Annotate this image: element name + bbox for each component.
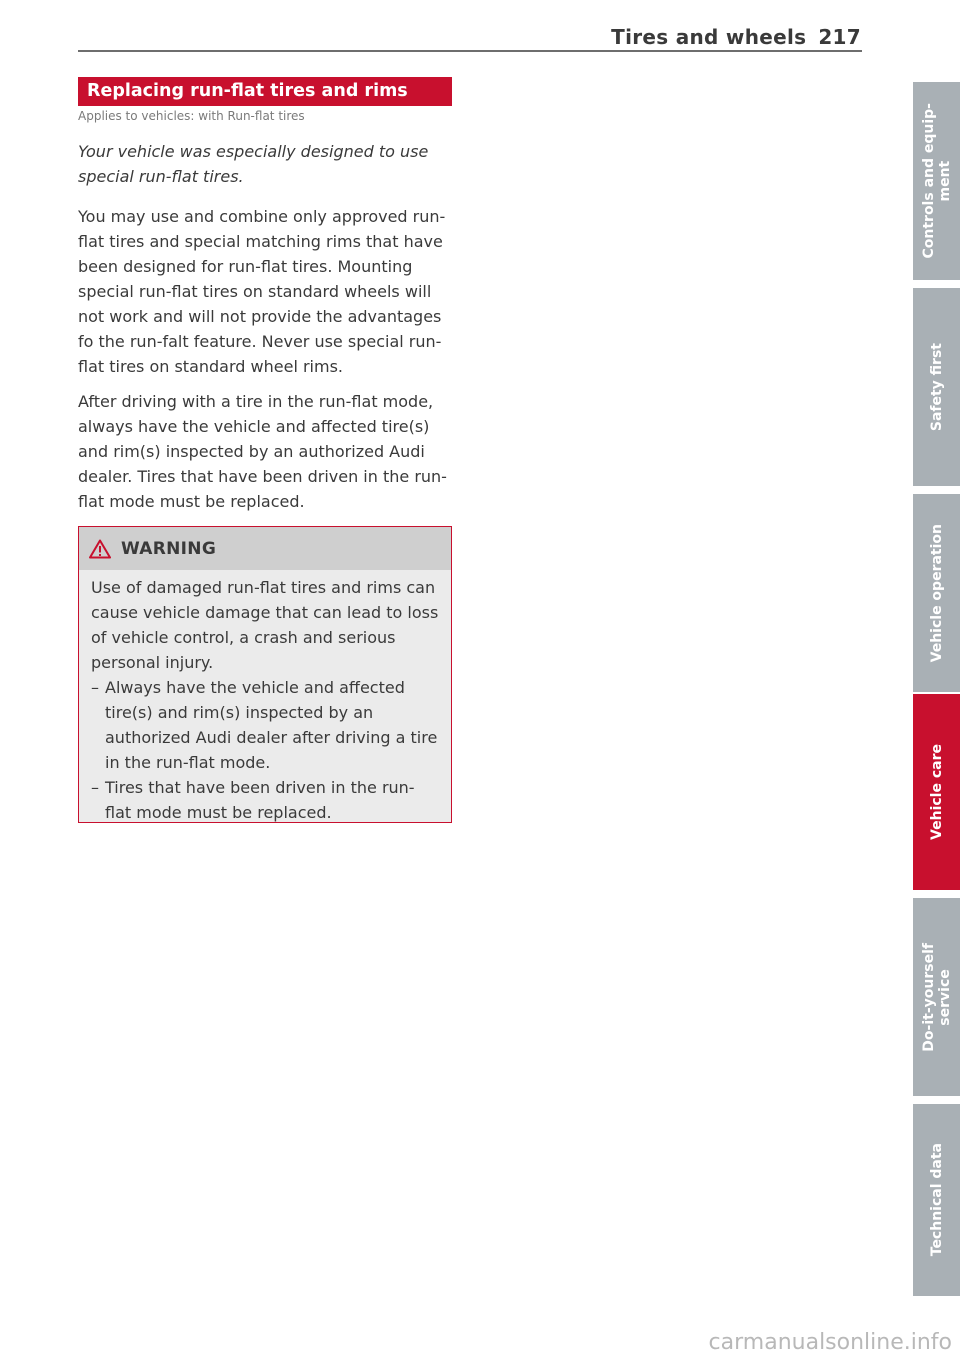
warning-item-text: Tires that have been driven in the run-flat mode must be replaced.: [105, 778, 415, 822]
tab-label: Safety first: [928, 342, 945, 432]
running-head: [611, 25, 861, 49]
tab-label: Controls and equip-: [920, 103, 937, 259]
warning-text: Use of damaged run-flat tires and rims can cause vehicle damage that can lead to loss of vehicle control, a crash and serious personal injury.: [91, 578, 439, 672]
tab-technical-data[interactable]: [913, 1104, 960, 1296]
warning-box: [78, 526, 452, 823]
page-number: 217: [818, 25, 861, 49]
tab-vehicle-operation[interactable]: [913, 494, 960, 692]
tab-safety-first[interactable]: [913, 288, 960, 486]
tab-label: service: [936, 968, 953, 1026]
tab-vehicle-care[interactable]: [913, 694, 960, 890]
watermark: carmanualsonline.info: [708, 1330, 952, 1355]
paragraph-2: After driving with a tire in the run-flat mode, always have the vehicle and affected tire(s) and rim(s) inspected by an authorized Audi dealer. Tires that have been driven in the run-flat mode must be replaced.: [78, 392, 447, 511]
warning-triangle-icon: [89, 539, 111, 559]
section-title: Replacing run-flat tires and rims: [78, 77, 452, 106]
tab-label: Vehicle operation: [928, 523, 945, 663]
list-dash: –: [91, 778, 99, 797]
warning-item-text: Always have the vehicle and affected tire(s) and rim(s) inspected by an authorized Audi dealer after driving a tire in the run-flat mode.: [105, 678, 438, 772]
tab-label: Technical data: [928, 1143, 945, 1257]
tab-label: Do-it-yourself: [920, 942, 937, 1052]
warning-item: [91, 775, 439, 825]
warning-header: [79, 527, 451, 570]
section-name: Tires and wheels: [611, 25, 807, 49]
warning-body: [79, 570, 451, 825]
tab-label: ment: [936, 160, 953, 202]
header-rule: [78, 50, 862, 52]
applies-to: Applies to vehicles: with Run-flat tires: [78, 109, 305, 123]
list-dash: –: [91, 678, 99, 697]
warning-title: WARNING: [121, 538, 217, 559]
tab-do-it-yourself-service[interactable]: [913, 898, 960, 1096]
intro-text: Your vehicle was especially designed to use special run-flat tires.: [78, 142, 429, 186]
paragraph-1: You may use and combine only approved run-flat tires and special matching rims that have been designed for run-flat tires. Mounting special run-flat tires on standard wheels will not work and will not provide the advantages fo the run-falt feature. Never use special run-flat tires on standard wheel rims.: [78, 207, 446, 376]
tab-label: Vehicle care: [928, 744, 945, 840]
tab-controls-and-equipment[interactable]: [913, 82, 960, 280]
warning-item: [91, 675, 439, 775]
